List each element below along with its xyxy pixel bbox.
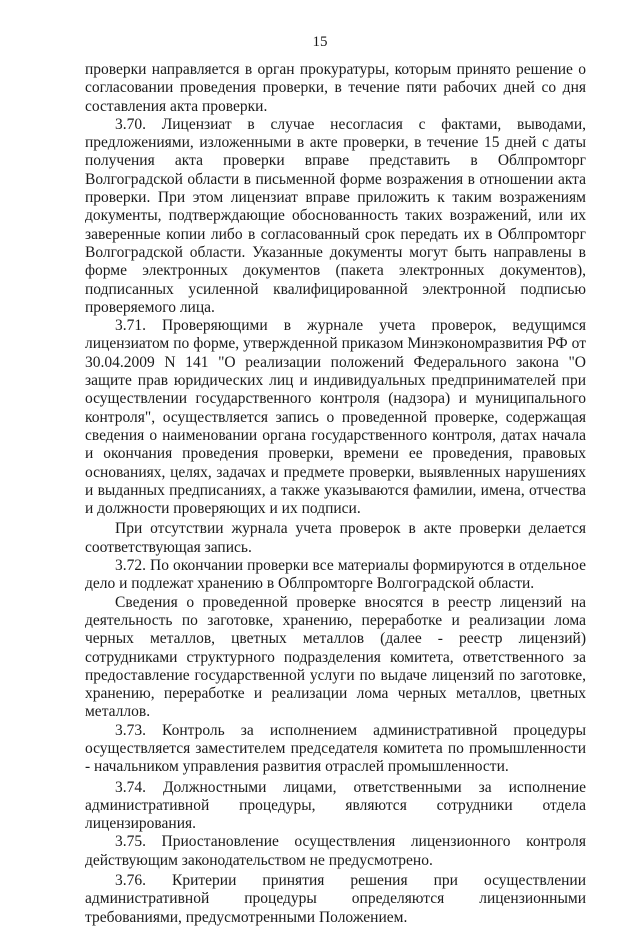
paragraph-3-76: 3.76. Критерии принятия решения при осуществлении административной процедуры определяются лицензионными требованиями, предусмотренными Положением. [85, 872, 586, 926]
paragraph-3-70: 3.70. Лицензиат в случае несогласия с фактами, выводами, предложениями, изложенными в акте проверки, в течение 15 дней с даты получения акта проверки вправе представить в Облпромторг Волгоградской области в письменной форме возражения в отношении акта проверки. При этом лицензиат вправе приложить к таким возражениям документы, подтверждающие обоснованность таких возражений, или их заверенные копии либо в согласованный срок передать их в Облпромторг Волгоградской области. Указанные документы могут быть направлены в форме электронных документов (пакета электронных документов), подписанных усиленной квалифицированной электронной подписью проверяемого лица. [85, 115, 586, 316]
paragraph-3-72: 3.72. По окончании проверки все материалы формируются в отдельное дело и подлежат хранению в Облпромторге Волгоградской области. [85, 557, 586, 593]
paragraph-3-71: 3.71. Проверяющими в журнале учета проверок, ведущимся лицензиатом по форме, утвержденной приказом Минэкономразвития РФ от 30.04.2009 N 141 "О реализации положений Федерального закона "О защите прав юридических лиц и индивидуальных предпринимателей при осуществлении государственного контроля (надзора) и муниципального контроля", осуществляется запись о проведенной проверке, содержащая сведения о наименовании органа государственного контроля, датах начала и окончания проведения проверки, времени ее проведения, правовых основаниях, целях, задачах и предмете проверки, выявленных нарушениях и выданных предписаниях, а также указываются фамилии, имена, отчества и должности проверяющих и их подписи. [85, 317, 586, 518]
paragraph-3-74: 3.74. Должностными лицами, ответственными за исполнение административной процедуры, являются сотрудники отдела лицензирования. [85, 778, 586, 833]
paragraph-journal-note: При отсутствии журнала учета проверок в акте проверки делается соответствующая запись. [85, 520, 586, 556]
paragraph-3-73: 3.73. Контроль за исполнением административной процедуры осуществляется заместителем председателя комитета по промышленности - начальником управления развития отраслей промышленности. [85, 721, 586, 776]
paragraph-registry: Сведения о проведенной проверке вносятся в реестр лицензий на деятельность по заготовке, хранению, переработке и реализации лома черных металлов, цветных металлов (далее - реестр лицензий) сотрудниками структурного подразделения комитета, ответственного за предоставление государственной услуги по выдаче лицензий по заготовке, хранению, переработке и реализации лома черных металлов, цветных металлов. [85, 593, 586, 721]
paragraph-3-75: 3.75. Приостановление осуществления лицензионного контроля действующим законодательством не предусмотрено. [85, 833, 586, 869]
page-number: 15 [312, 34, 328, 50]
paragraph-continuation: проверки направляется в орган прокуратуры, которым принято решение о согласовании проведения проверки, в течение пяти рабочих дней со дня составления акта проверки. [85, 61, 586, 115]
document-body [85, 61, 586, 927]
